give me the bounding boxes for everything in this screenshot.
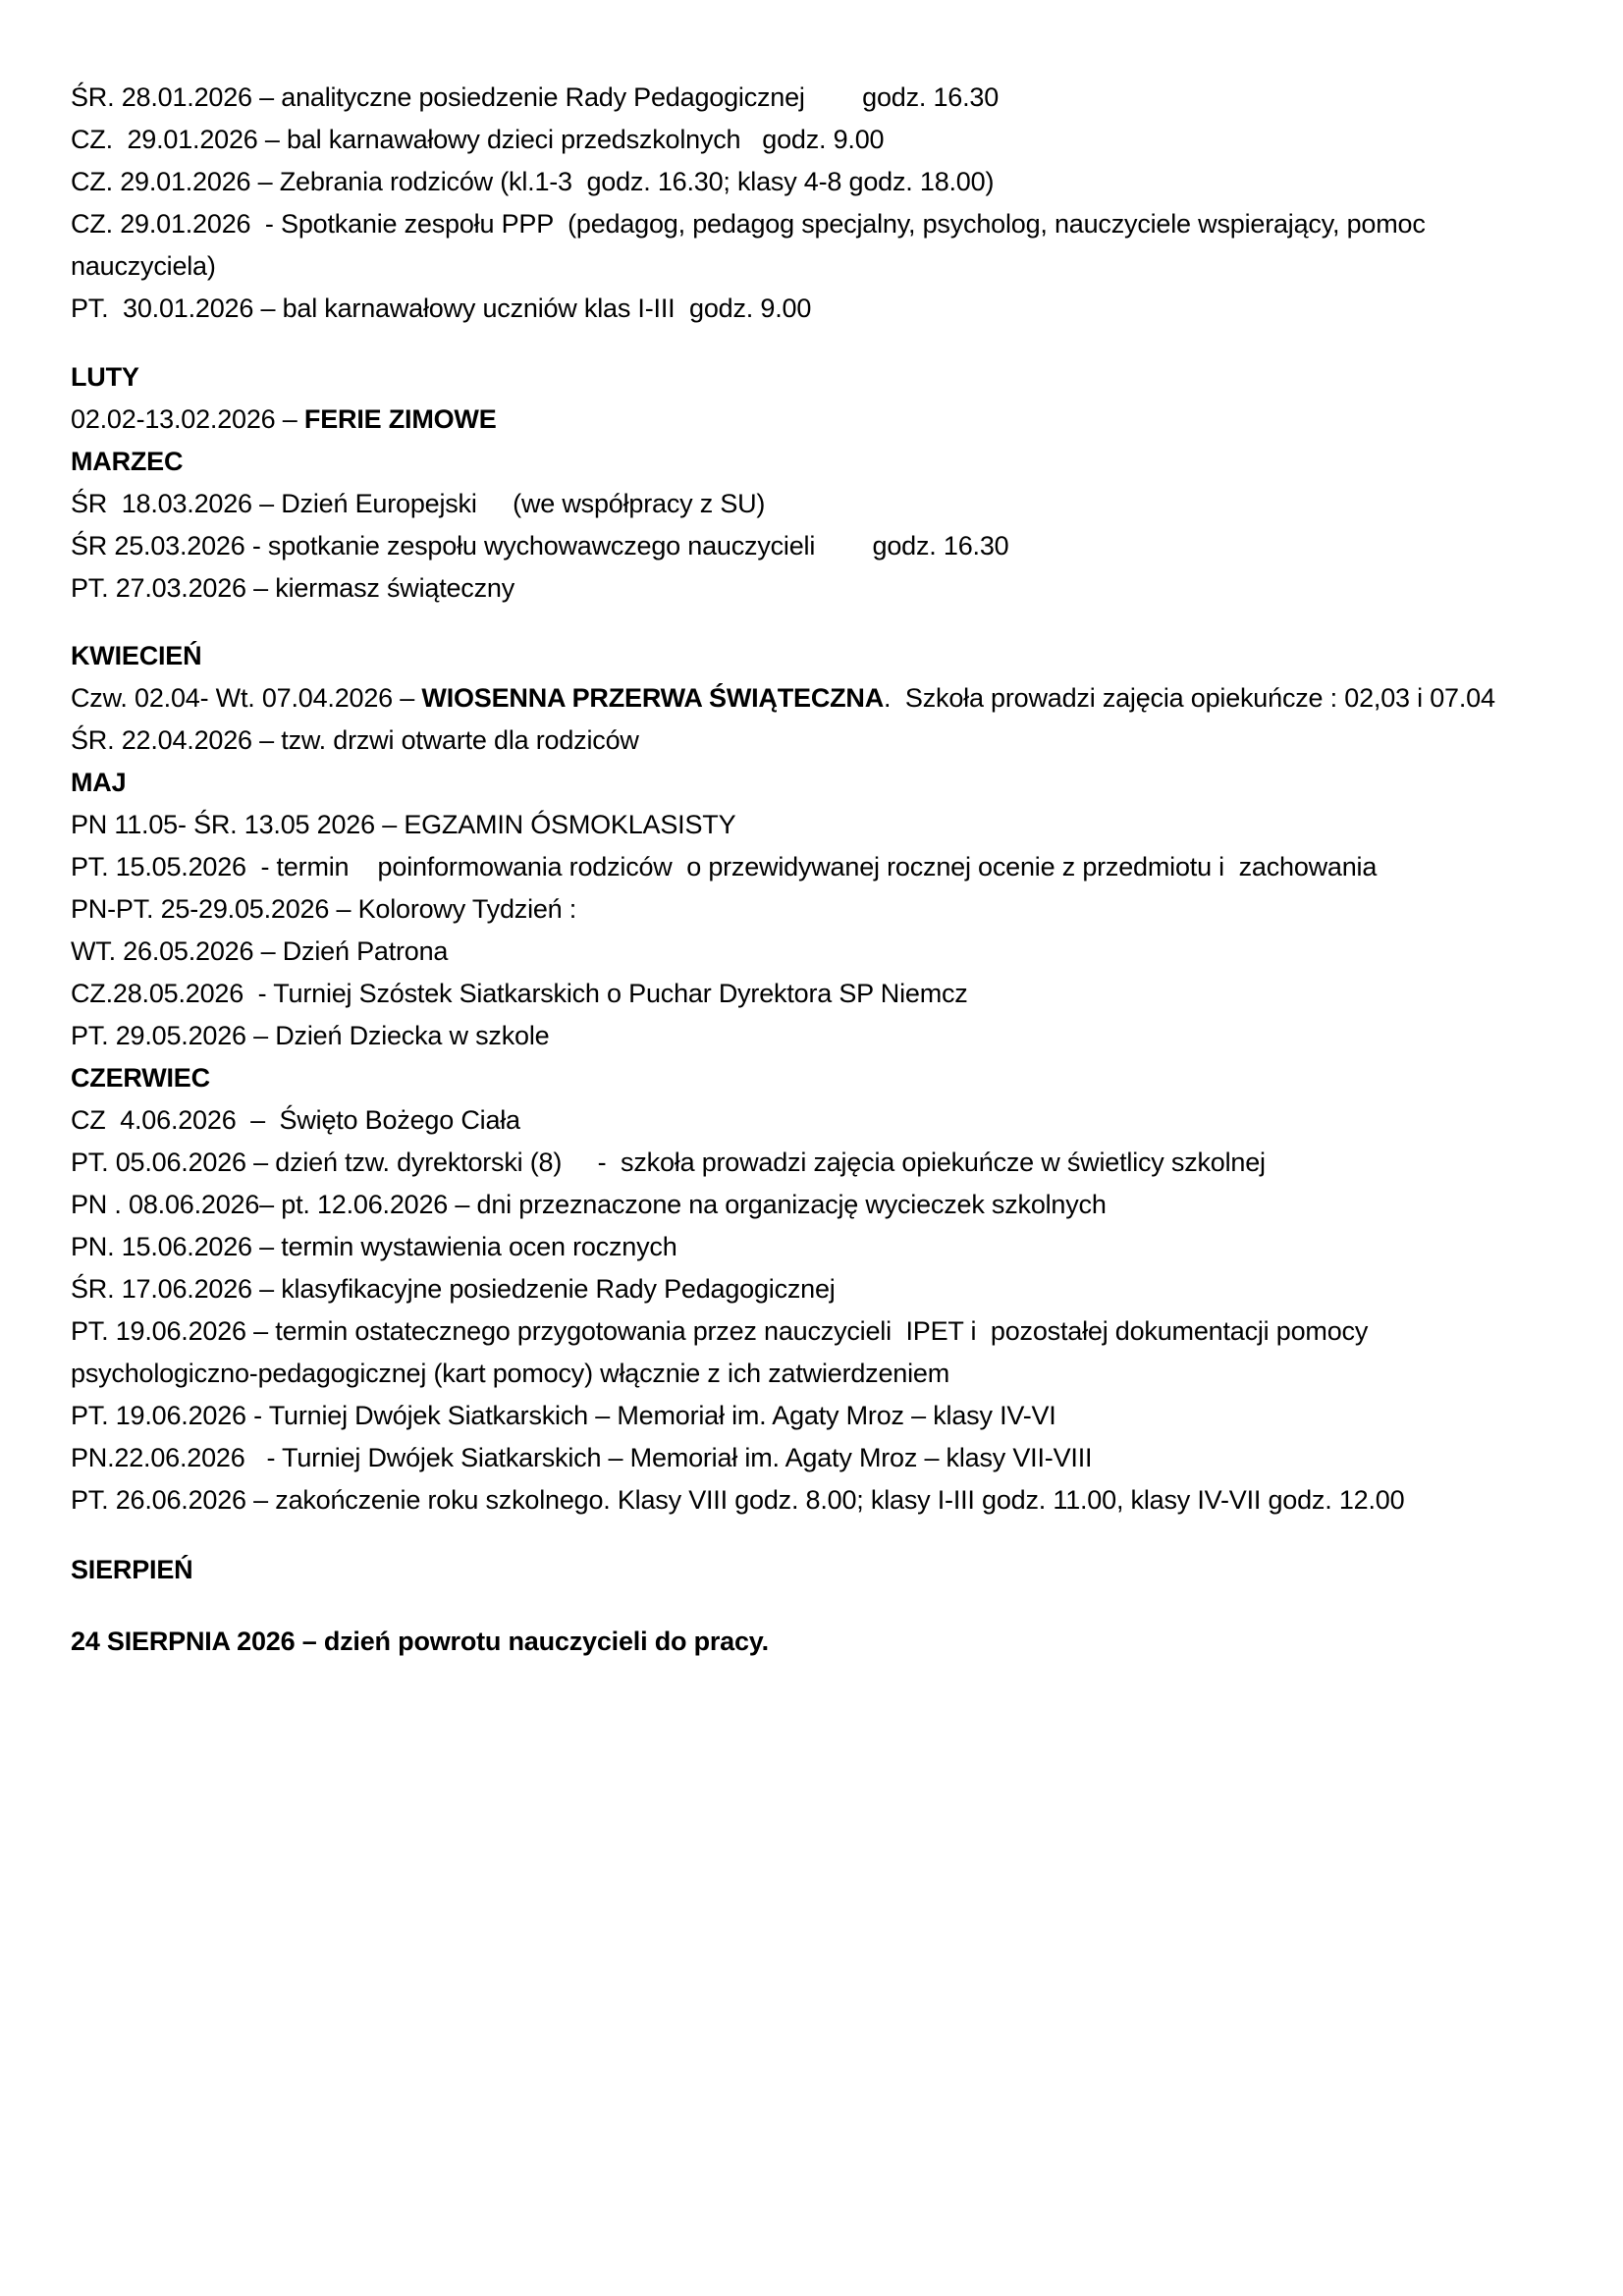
event-spring-break <box>71 677 1563 720</box>
event-eighth-grade-exam: PN 11.05- ŚR. 13.05 2026 – EGZAMIN ÓSMOKLASISTY <box>71 810 736 839</box>
month-heading-august: SIERPIEŃ <box>71 1555 193 1584</box>
event-2026-05-15: PT. 15.05.2026 - termin poinformowania rodziców o przewidywanej rocznej ocenie z przedmiotu i zachowania <box>71 852 1378 881</box>
event-2026-01-29-carnival: CZ. 29.01.2026 – bal karnawałowy dzieci przedszkolnych godz. 9.00 <box>71 125 885 154</box>
month-heading-april: KWIECIEŃ <box>71 641 202 670</box>
event-2026-03-27: PT. 27.03.2026 – kiermasz świąteczny <box>71 573 515 603</box>
event-2026-06-19-ipet: PT. 19.06.2026 – termin ostatecznego przygotowania przez nauczycieli IPET i pozostałej dokumentacji pomocy <box>71 1316 1369 1346</box>
event-2026-06-04: CZ 4.06.2026 – Święto Bożego Ciała <box>71 1105 520 1135</box>
event-2026-03-18: ŚR 18.03.2026 – Dzień Europejski (we współpracy z SU) <box>71 489 766 518</box>
event-2026-05-26: WT. 26.05.2026 – Dzień Patrona <box>71 936 449 966</box>
event-2026-06-05: PT. 05.06.2026 – dzień tzw. dyrektorski (8) - szkoła prowadzi zajęcia opiekuńcze w świetlicy szkolnej <box>71 1148 1266 1177</box>
event-2026-03-25: ŚR 25.03.2026 - spotkanie zespołu wychowawczego nauczycieli godz. 16.30 <box>71 531 1009 561</box>
event-teachers-return: 24 SIERPNIA 2026 – dzień powrotu nauczycieli do pracy. <box>71 1627 769 1656</box>
event-spring-break-dates: Czw. 02.04- Wt. 07.04.2026 – <box>71 683 422 713</box>
event-2026-05-28: CZ.28.05.2026 - Turniej Szóstek Siatkarskich o Puchar Dyrektora SP Niemcz <box>71 979 968 1008</box>
event-school-trips: PN . 08.06.2026– pt. 12.06.2026 – dni przeznaczone na organizację wycieczek szkolnych <box>71 1190 1107 1219</box>
event-2026-01-29-parents-meeting: CZ. 29.01.2026 – Zebrania rodziców (kl.1-3 godz. 16.30; klasy 4-8 godz. 18.00) <box>71 167 995 196</box>
event-winter-break-title: FERIE ZIMOWE <box>303 404 497 434</box>
month-heading-march: MARZEC <box>71 447 184 476</box>
event-2026-01-30: PT. 30.01.2026 – bal karnawałowy uczniów klas I-III godz. 9.00 <box>71 294 812 323</box>
month-heading-february: LUTY <box>71 362 139 392</box>
month-heading-june: CZERWIEC <box>71 1063 210 1093</box>
event-2026-01-29-ppp-team-cont: nauczyciela) <box>71 251 216 281</box>
event-spring-break-title: WIOSENNA PRZERWA ŚWIĄTECZNA <box>421 683 885 713</box>
event-2026-05-29: PT. 29.05.2026 – Dzień Dziecka w szkole <box>71 1021 550 1050</box>
event-2026-06-22-tournament: PN.22.06.2026 - Turniej Dwójek Siatkarskich – Memoriał im. Agaty Mroz – klasy VII-VIII <box>71 1443 1093 1472</box>
event-2026-06-26: PT. 26.06.2026 – zakończenie roku szkolnego. Klasy VIII godz. 8.00; klasy I-III godz. 11.00, klasy IV-VII godz. 12.00 <box>71 1485 1405 1515</box>
calendar-document <box>71 77 1563 1663</box>
event-colorful-week: PN-PT. 25-29.05.2026 – Kolorowy Tydzień : <box>71 894 577 924</box>
event-2026-06-15: PN. 15.06.2026 – termin wystawienia ocen rocznych <box>71 1232 677 1261</box>
event-2026-06-19-ipet-cont: psychologiczno-pedagogicznej (kart pomocy) włącznie z ich zatwierdzeniem <box>71 1359 950 1388</box>
event-2026-04-22: ŚR. 22.04.2026 – tzw. drzwi otwarte dla rodziców <box>71 725 639 755</box>
event-2026-01-28: ŚR. 28.01.2026 – analityczne posiedzenie Rady Pedagogicznej godz. 16.30 <box>71 82 1000 112</box>
event-winter-break-dates: 02.02-13.02.2026 – <box>71 404 304 434</box>
event-2026-01-29-ppp-team: CZ. 29.01.2026 - Spotkanie zespołu PPP (pedagog, pedagog specjalny, psycholog, nauczyciele wspierający, pomoc <box>71 209 1426 239</box>
event-winter-break <box>71 399 1563 441</box>
event-2026-06-17: ŚR. 17.06.2026 – klasyfikacyjne posiedzenie Rady Pedagogicznej <box>71 1274 836 1304</box>
event-2026-06-19-tournament: PT. 19.06.2026 - Turniej Dwójek Siatkarskich – Memoriał im. Agaty Mroz – klasy IV-VI <box>71 1401 1056 1430</box>
month-heading-may: MAJ <box>71 768 127 797</box>
event-spring-break-note: . Szkoła prowadzi zajęcia opiekuńcze : 02,03 i 07.04 <box>884 683 1495 713</box>
